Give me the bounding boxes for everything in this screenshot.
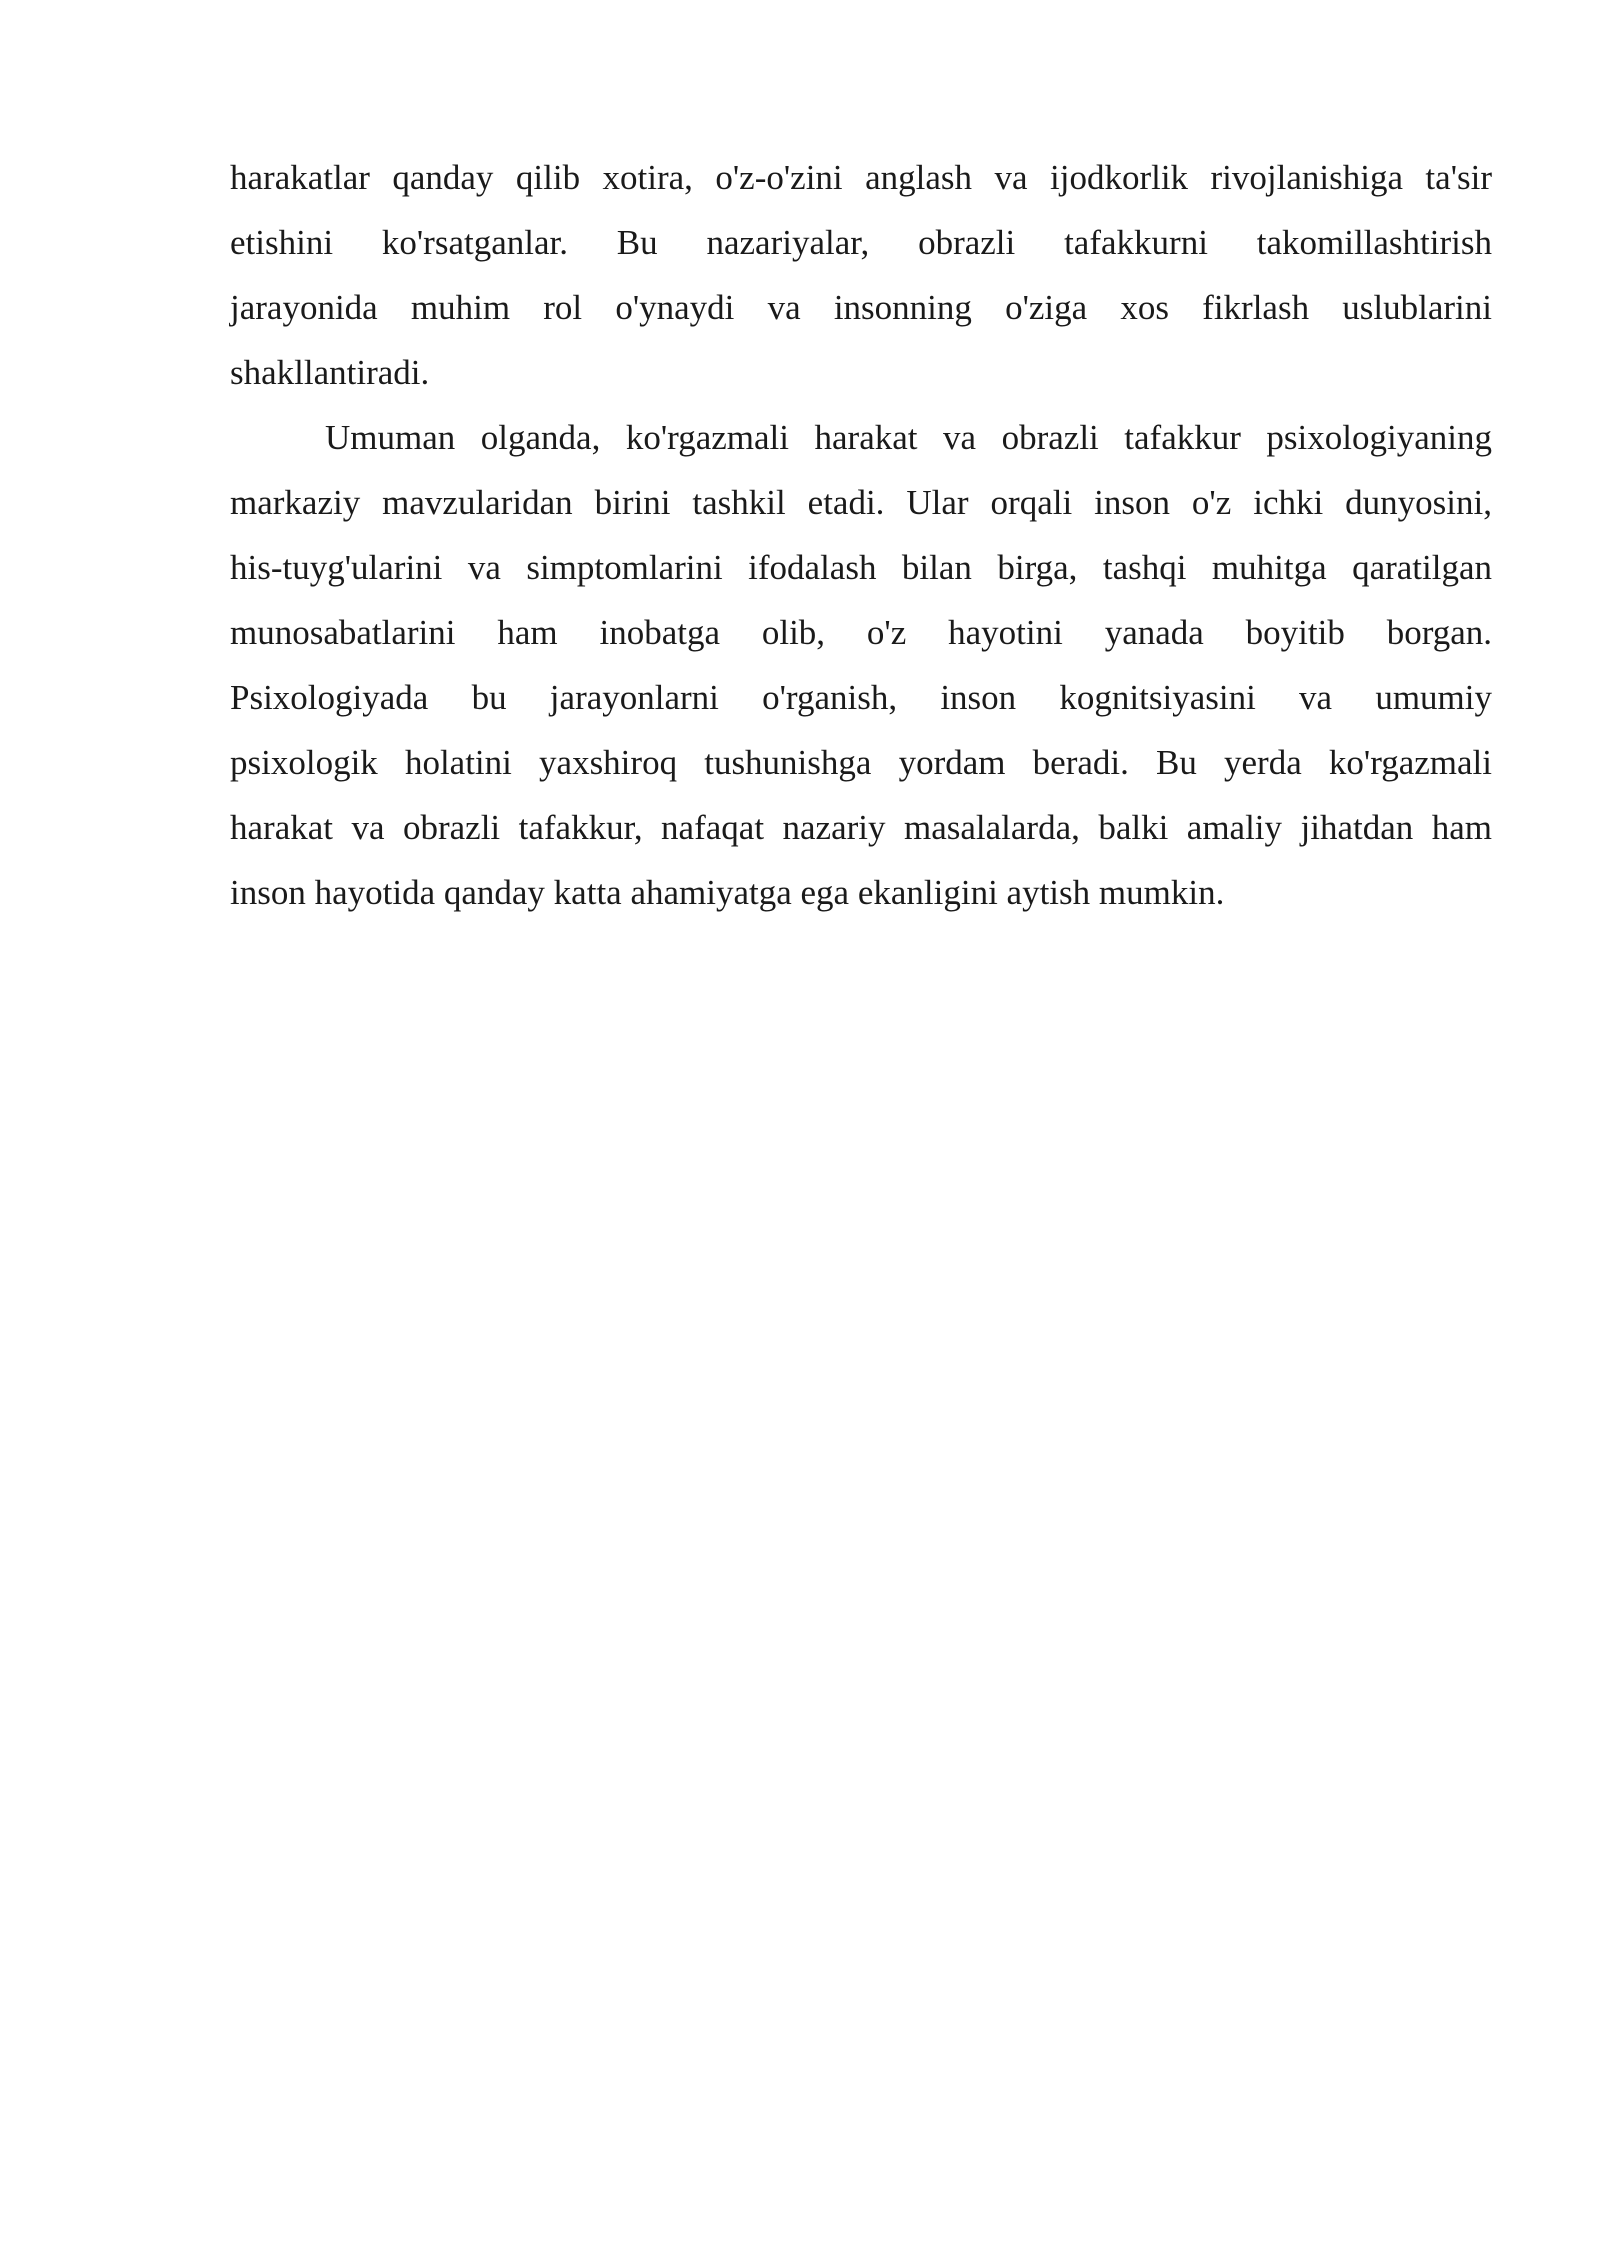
paragraph-line: Umuman olganda, ko'rgazmali harakat va obrazli tafakkur psixologiyaning xyxy=(325,418,1492,457)
paragraph-line: inson hayotida qanday katta ahamiyatga ega ekanligini aytish mumkin. xyxy=(230,873,1225,912)
paragraph-line: his-tuyg'ularini va simptomlarini ifodalash bilan birga, tashqi muhitga qaratilgan xyxy=(230,548,1492,587)
paragraph-2 xyxy=(230,405,1492,925)
paragraph-line: harakatlar qanday qilib xotira, o'z-o'zini anglash va ijodkorlik rivojlanishiga ta'sir xyxy=(230,158,1492,197)
paragraph-line: harakat va obrazli tafakkur, nafaqat nazariy masalalarda, balki amaliy jihatdan ham xyxy=(230,808,1492,847)
paragraph-line: Psixologiyada bu jarayonlarni o'rganish, inson kognitsiyasini va umumiy xyxy=(230,678,1492,717)
paragraph-line: psixologik holatini yaxshiroq tushunishga yordam beradi. Bu yerda ko'rgazmali xyxy=(230,743,1492,782)
paragraph-line: jarayonida muhim rol o'ynaydi va insonning o'ziga xos fikrlash uslublarini xyxy=(230,288,1492,327)
paragraph-line: etishini ko'rsatganlar. Bu nazariyalar, obrazli tafakkurni takomillashtirish xyxy=(230,223,1492,262)
paragraph-line: munosabatlarini ham inobatga olib, o'z hayotini yanada boyitib borgan. xyxy=(230,613,1492,652)
paragraph-1 xyxy=(230,145,1492,405)
body-text xyxy=(230,145,1492,925)
paragraph-line: markaziy mavzularidan birini tashkil etadi. Ular orqali inson o'z ichki dunyosini, xyxy=(230,483,1492,522)
paragraph-line: shakllantiradi. xyxy=(230,353,430,392)
